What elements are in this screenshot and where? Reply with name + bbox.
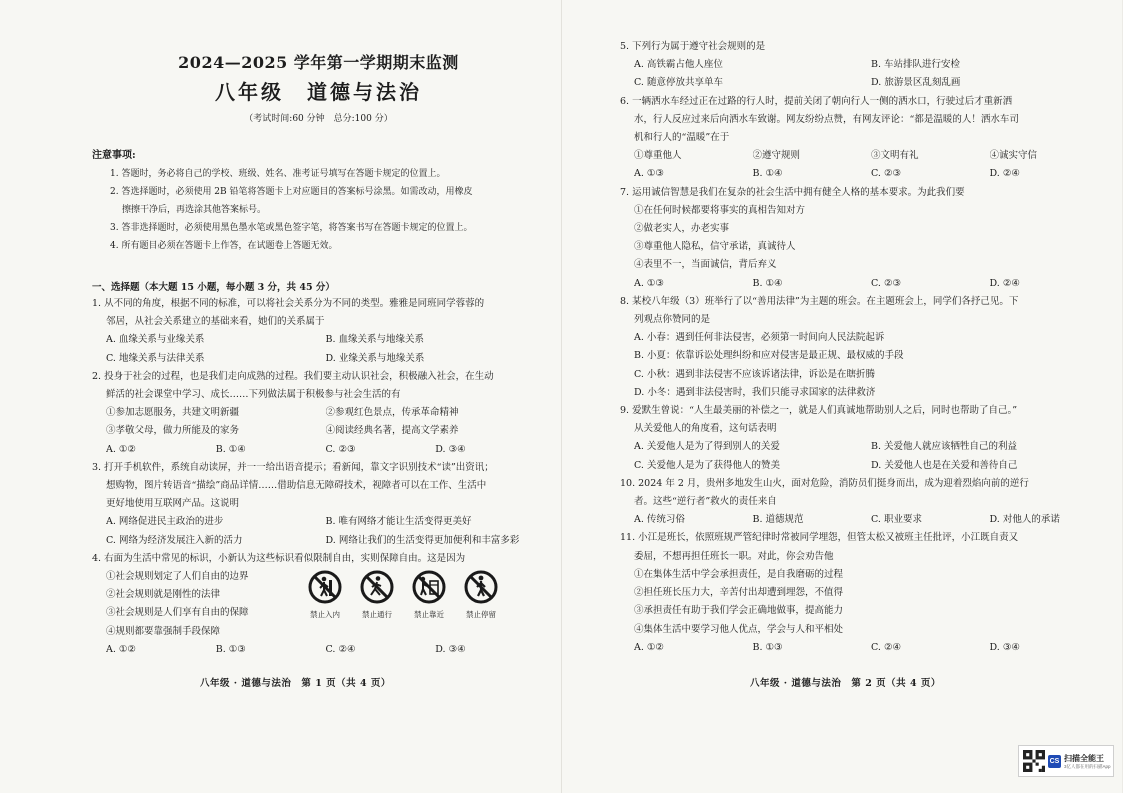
option-d: D. ③④ [435, 643, 466, 655]
question-text: 4. 右面为生活中常见的标识，小新认为这些标识看似限制自由，实则保障自由。这是因为 [92, 552, 466, 564]
exam-subtitle: 八年级 道德与法治 [215, 80, 422, 104]
question-text: 11. 小江是班长，依照班规严管纪律时常被同学埋怨，但管太松又被班主任批评，小江既自责又 [620, 532, 1019, 544]
option-d: D. ③④ [435, 443, 466, 455]
scanner-app-tagline: 3亿人都在用的扫描App [1064, 763, 1111, 769]
prohibition-signs [302, 570, 504, 624]
options [92, 641, 545, 659]
option-c: C. 地缘关系与法律关系 [106, 352, 205, 364]
option-b: B. 小夏：依靠诉讼处理纠纷和应对侵害是最正规、最权威的手段 [634, 350, 904, 362]
option-d: D. 旅游景区乱刻乱画 [871, 77, 961, 89]
option-a: A. ①② [106, 443, 136, 455]
statement: ①社会规则划定了人们自由的边界 [106, 571, 249, 583]
statements [92, 404, 545, 440]
question-3 [92, 459, 545, 550]
question-text: 10. 2024 年 2 月，贵州多地发生山火，面对危险，消防员们挺身而出，成为迎着烈焰向前的逆行 [620, 477, 1029, 489]
question-8 [620, 293, 1108, 402]
option-b: B. ①④ [752, 168, 783, 180]
option-b: B. ①④ [752, 277, 783, 289]
statement: ③尊重他人隐私，信守承诺，真诚待人 [634, 241, 796, 253]
no-walking-icon [360, 570, 394, 604]
option-a: A. ①② [106, 643, 136, 655]
statement: ④阅读经典名著，提高文学素养 [325, 425, 459, 437]
question-4 [92, 550, 545, 659]
question-text: 机和行人的“温暖”在于 [634, 132, 730, 144]
question-text: 8. 某校八年级（3）班举行了以“善用法律”为主题的班会。在主题班会上，同学们各抒己见。下 [620, 295, 1019, 307]
option-c: C. ②④ [325, 643, 356, 655]
options [620, 56, 1108, 92]
question-11 [620, 529, 1108, 656]
statement: ③文明有礼 [871, 150, 919, 162]
notice-item: 3. 答非选择题时，必须使用黑色墨水笔或黑色签字笔，将答案书写在答题卡规定的位置上。 [110, 223, 473, 233]
option-c: C. ②④ [871, 641, 902, 653]
question-text: 委屈，不想再担任班长一职。对此，你会劝告他 [634, 550, 834, 562]
statement: ③承担责任有助于我们学会正确地做事，提高能力 [634, 605, 844, 617]
statement: ①参加志愿服务，共建文明新疆 [106, 407, 240, 419]
sign-caption: 禁止入内 [310, 609, 340, 619]
option-a: A. 血缘关系与业缘关系 [106, 334, 205, 346]
question-text: 邻居，从社会关系建立的基础来看，她们的关系属于 [106, 316, 325, 328]
question-text: 从关爱他人的角度看，这句话表明 [634, 423, 777, 435]
sign-no-approach [406, 570, 452, 624]
statement: ②遵守规则 [752, 150, 801, 162]
sign-caption: 禁止停留 [466, 609, 496, 619]
statement: ②社会规则就是刚性的法律 [106, 589, 221, 601]
option-b: B. ①④ [215, 443, 246, 455]
option-c: C. 网络为经济发展注入新的活力 [106, 534, 243, 546]
option-d: D. ②④ [989, 277, 1020, 289]
question-text: 想购物，图片转语音“描绘”商品详情……借助信息无障碍技术，视障者可以在工作、生活中 [106, 480, 487, 492]
sign-caption: 禁止靠近 [414, 609, 444, 619]
option-c: C. ②③ [871, 277, 902, 289]
option-a: A. 小春：遇到任何非法侵害，必须第一时间向人民法院起诉 [634, 332, 885, 344]
sign-no-entry [302, 570, 348, 624]
option-c: C. 关爱他人是为了获得他人的赞美 [634, 459, 780, 471]
statement: ④诚实守信 [989, 150, 1038, 162]
options [620, 275, 1108, 293]
statement: ③孝敬父母，做力所能及的家务 [106, 425, 240, 437]
question-text: 6. 一辆洒水车经过正在过路的行人时，提前关闭了朝向行人一侧的洒水口，行驶过后才重新洒 [620, 95, 1013, 107]
option-c: C. ②③ [325, 443, 356, 455]
options [92, 331, 545, 367]
question-6 [620, 93, 1108, 184]
option-d: D. 业缘关系与地缘关系 [325, 352, 425, 364]
notice-item: 2. 答选择题时，必须使用 2B 铅笔将答题卡上对应题目的答案标号涂黑。如需改动，用橡皮 [110, 187, 473, 197]
sign-no-loitering [458, 570, 504, 624]
option-d: D. 对他人的承诺 [989, 514, 1060, 526]
options [92, 441, 545, 459]
exam-info: （考试时间:60 分钟 总分:100 分） [244, 114, 393, 124]
notice-item-continued: 擦擦干净后，再选涂其他答案标号。 [122, 205, 267, 215]
option-b: B. 车站排队进行安检 [871, 59, 961, 71]
statement: ②参观红色景点，传承革命精神 [325, 407, 459, 419]
question-text: 9. 爱默生曾说：“人生最美丽的补偿之一，就是人们真诚地帮助别人之后，同时也帮助了自己。” [620, 405, 1018, 417]
section-heading: 一、选择题（本大题 15 小题，每小题 3 分，共 45 分） [92, 282, 335, 293]
option-b: B. 血缘关系与地缘关系 [325, 334, 425, 346]
question-1 [92, 295, 545, 368]
question-text: 者。这些“逆行者”救火的责任来自 [634, 496, 777, 508]
options [620, 165, 1108, 183]
option-d: D. ③④ [989, 641, 1020, 653]
page-footer: 八年级 · 道德与法治 第 2 页（共 4 页） [750, 678, 941, 689]
option-c: C. 小秋：遇到非法侵害不应该诉诸法律，诉讼是在瞎折腾 [634, 368, 875, 380]
question-text: 3. 打开手机软件，系统自动读屏，并一一给出语音提示；看新闻，靠文字识别技术“读”出资讯； [92, 461, 494, 473]
question-text: 2. 投身于社会的过程，也是我们走向成熟的过程。我们要主动认识社会，积极融入社会，在生动 [92, 370, 494, 382]
notice-heading: 注意事项: [92, 150, 136, 161]
question-text: 7. 运用诚信智慧是我们在复杂的社会生活中拥有健全人格的基本要求。为此我们要 [620, 186, 965, 198]
option-d: D. ②④ [989, 168, 1020, 180]
question-10 [620, 475, 1108, 530]
options [620, 438, 1108, 474]
camscanner-logo-icon: CS [1048, 755, 1061, 768]
notice-item: 4. 所有题目必须在答题卡上作答，在试题卷上答题无效。 [110, 241, 338, 251]
no-entry-person-icon [308, 570, 342, 604]
question-text: 列观点你赞同的是 [634, 314, 711, 326]
options [620, 511, 1108, 529]
statement: ②担任班长压力大，辛苦付出却遭到埋怨，不值得 [634, 587, 844, 599]
exam-title: 2024—2025 学年第一学期期末监测 [178, 53, 459, 72]
scanner-watermark [1018, 745, 1114, 777]
question-text: 水，行人反应过来后向洒水车致谢。网友纷纷点赞，有网友评论：“都是温暖的人！洒水车司 [634, 113, 1019, 125]
no-approach-icon [412, 570, 446, 604]
option-d: D. 小冬：遇到非法侵害时，我们只能寻求国家的法律救济 [634, 386, 876, 398]
options [620, 639, 1108, 657]
statement: ①尊重他人 [634, 150, 682, 162]
option-c: C. 随意停放共享单车 [634, 77, 723, 89]
option-b: B. 关爱他人就应该牺牲自己的利益 [871, 441, 1018, 453]
question-7 [620, 184, 1108, 293]
option-a: A. 关爱他人是为了得到别人的关爱 [634, 441, 780, 453]
option-d: D. 网络让我们的生活变得更加便利和丰富多彩 [325, 534, 520, 546]
statement: ④集体生活中要学习他人优点，学会与人和平相处 [634, 623, 844, 635]
page-footer: 八年级 · 道德与法治 第 1 页（共 4 页） [200, 678, 391, 689]
option-a: A. ①③ [634, 168, 664, 180]
page-1 [0, 0, 561, 793]
option-b: B. 唯有网络才能让生活变得更美好 [325, 516, 472, 528]
option-b: B. 道德规范 [752, 514, 804, 526]
statements [620, 147, 1108, 165]
statement: ④表里不一，当面诚信，背后弃义 [634, 259, 777, 271]
option-d: D. 关爱他人也是在关爱和善待自己 [871, 459, 1018, 471]
question-text: 1. 从不同的角度，根据不同的标准，可以将社会关系分为不同的类型。雅雅是同班同学蓉蓉的 [92, 298, 485, 309]
question-2 [92, 368, 545, 459]
statement: ①在集体生活中学会承担责任，是自我磨砺的过程 [634, 568, 844, 580]
option-b: B. ①③ [752, 641, 783, 653]
sign-caption: 禁止通行 [362, 609, 392, 619]
statement: ③社会规则是人们享有自由的保障 [106, 607, 249, 619]
sign-no-walking [354, 570, 400, 624]
statement: ④规则都要靠强制手段保障 [106, 625, 221, 637]
option-a: A. 高铁霸占他人座位 [634, 59, 723, 71]
page-2 [561, 0, 1122, 793]
notice-item: 1. 答题时，务必将自己的学校、班级、姓名、准考证号填写在答题卡规定的位置上。 [110, 169, 446, 179]
no-loitering-icon [464, 570, 498, 604]
question-9 [620, 402, 1108, 475]
option-c: C. 职业要求 [871, 514, 922, 526]
option-b: B. ①③ [215, 643, 246, 655]
question-text: 鲜活的社会课堂中学习、成长……下列做法属于积极参与社会生活的有 [106, 389, 401, 401]
statement: ②做老实人，办老实事 [634, 223, 730, 235]
question-text: 5. 下列行为属于遵守社会规则的是 [620, 41, 766, 52]
qr-code-icon [1023, 750, 1045, 772]
option-c: C. ②③ [871, 168, 902, 180]
option-a: A. ①② [634, 641, 664, 653]
options [92, 513, 545, 549]
option-a: A. ①③ [634, 277, 664, 289]
question-text: 更好地使用互联网产品。这说明 [106, 498, 240, 510]
option-a: A. 网络促进民主政治的进步 [106, 516, 224, 528]
option-a: A. 传统习俗 [634, 514, 685, 526]
question-5 [620, 38, 1108, 93]
scanner-app-name: 扫描全能王 [1064, 753, 1104, 763]
statement: ①在任何时候都要将事实的真相告知对方 [634, 204, 806, 216]
